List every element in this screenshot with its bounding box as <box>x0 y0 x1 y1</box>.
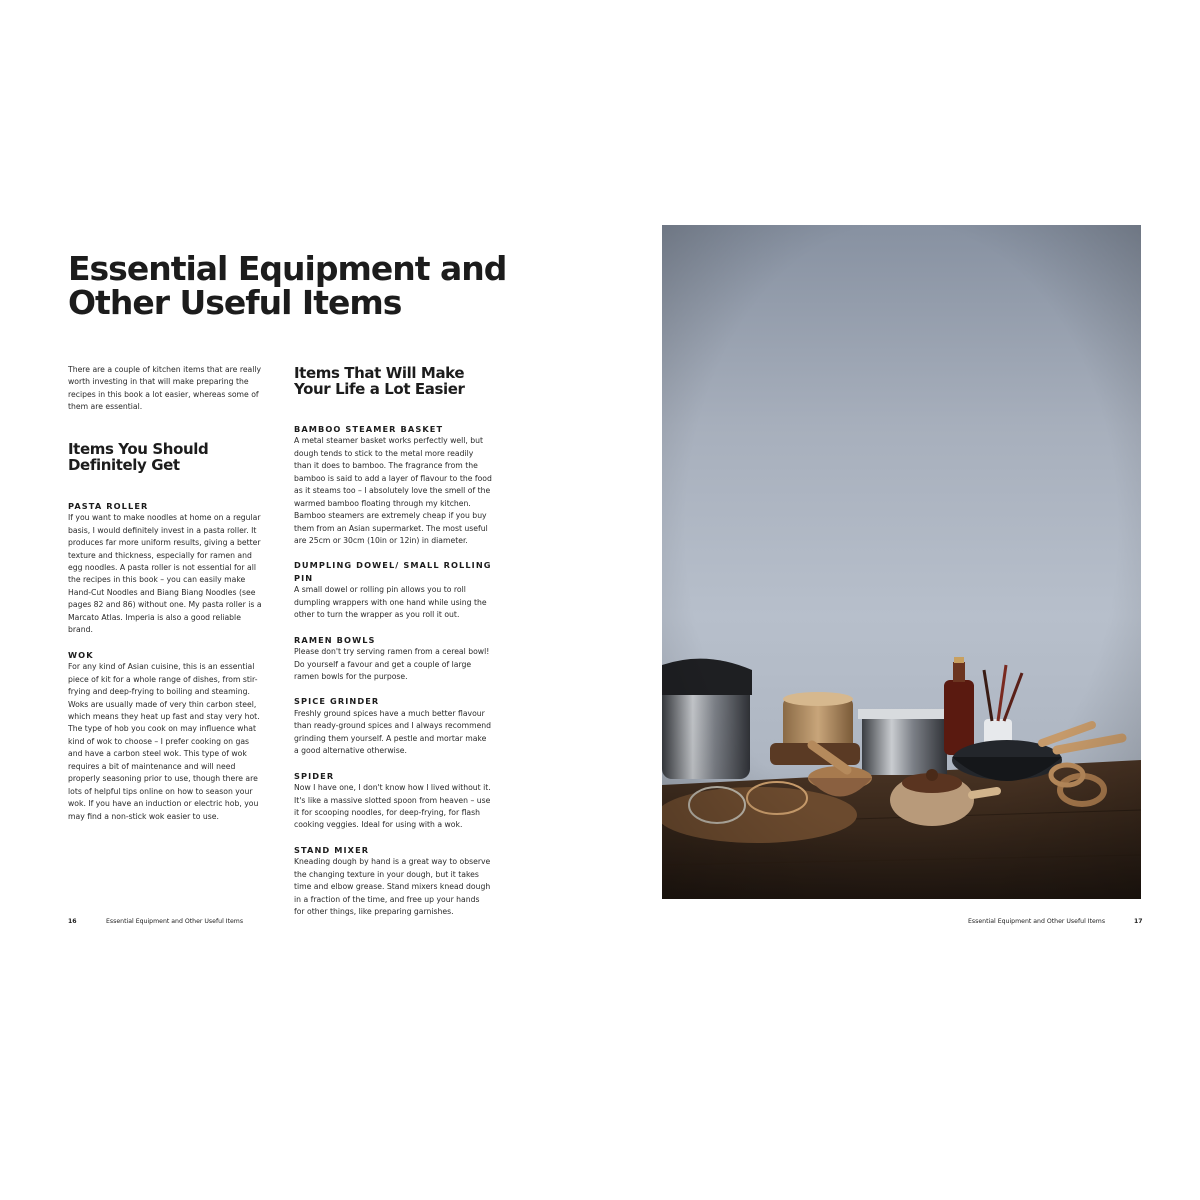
item-body: A small dowel or rolling pin allows you to roll dumpling wrappers with one hand while using the other to turn the wrapper as you roll it out. <box>294 585 487 620</box>
item-spice-grinder <box>294 695 492 757</box>
item-title: SPIDER <box>294 770 335 781</box>
item-title: SPICE GRINDER <box>294 696 380 707</box>
right-page-number: 17 <box>1134 918 1143 925</box>
item-title: BAMBOO STEAMER BASKET <box>294 424 444 434</box>
item-wok <box>68 649 263 823</box>
photo-illustration <box>662 225 1141 899</box>
item-pasta-roller <box>68 500 263 637</box>
item-body: A metal steamer basket works perfectly well, but dough tends to stick to the metal more readily than it does to bamboo. The fragrance from the bamboo is said to add a layer of flavour to the food as it steams too – I absolutely love the smell of the warmed bamboo floating through my kitchen. Bamboo steamers are extremely cheap if you buy them from an Asian supermarket. The most useful are 25cm or 30cm (10in or 12in) in diameter. <box>294 436 492 546</box>
item-body: Now I have one, I don't know how I lived without it. It's like a massive slotted spoon from heaven – use it for scooping noodles, for deep-frying, for flash cooking veggies. Ideal for using with a wok. <box>294 783 491 830</box>
intro-paragraph: There are a couple of kitchen items that are really worth investing in that will make preparing the recipes in this book a lot easier, whereas some of them are essential. <box>68 365 262 412</box>
item-body: For any kind of Asian cuisine, this is an essential piece of kit for a whole range of dishes, from stir-frying and deep-frying to boiling and steaming. Woks are usually made of very thin carbon steel, which means they heat up fast and stay very hot. The type of hob you cook on may influence what kind of wok to choose – I prefer cooking on gas and have a carbon steel wok. This type of wok requires a bit of maintenance and will need properly seasoning prior to use, though there are lots of helpful tips online on how to season your wok. If you have an induction or electric hob, you may find a non-stick wok easier to use. <box>68 662 260 821</box>
item-spider <box>294 770 492 832</box>
item-title: RAMEN BOWLS <box>294 634 376 645</box>
left-column <box>68 364 263 835</box>
item-bamboo-steamer <box>294 423 492 547</box>
right-running-title: Essential Equipment and Other Useful Items <box>968 918 1106 925</box>
item-title: DUMPLING DOWEL/ SMALL ROLLING PIN <box>294 560 492 583</box>
kitchen-equipment-photo <box>662 225 1141 899</box>
item-title: STAND MIXER <box>294 844 370 855</box>
item-body: Please don't try serving ramen from a cereal bowl! Do yourself a favour and get a couple of large ramen bowls for the purpose. <box>294 647 490 681</box>
item-body: If you want to make noodles at home on a regular basis, I would definitely invest in a pasta roller. It produces far more uniform results, giving a better texture and thickness, especially for ramen and egg noodles. A pasta roller is not essential for all the recipes in this book – you can easily make Hand-Cut Noodles and Biang Biang Noodles (see pages 82 and 86) without one. My pasta roller is a Marcato Atlas. Imperia is also a good reliable brand. <box>68 513 262 635</box>
page-title: Essential Equipment and Other Useful Items <box>68 249 507 322</box>
item-ramen-bowls <box>294 634 492 684</box>
left-running-title: Essential Equipment and Other Useful Items <box>106 918 244 925</box>
right-column <box>294 364 492 931</box>
left-page-number: 16 <box>68 918 77 925</box>
section-heading-life-easier: Items That Will Make Your Life a Lot Easier <box>294 364 465 398</box>
item-body: Freshly ground spices have a much better flavour than ready-ground spices and I always recommend grinding them yourself. A pestle and mortar make a good alternative otherwise. <box>294 708 492 756</box>
item-title: PASTA ROLLER <box>68 500 149 511</box>
item-dumpling-dowel <box>294 559 492 621</box>
section-heading-definitely-get: Items You Should Definitely Get <box>68 439 209 474</box>
item-body: Kneading dough by hand is a great way to observe the changing texture in your dough, but it takes time and elbow grease. Stand mixers knead dough in a fraction of the time, and free up your hands for other things, like preparing garnishes. <box>294 857 491 917</box>
item-stand-mixer <box>294 844 492 919</box>
item-title: WOK <box>68 649 94 660</box>
